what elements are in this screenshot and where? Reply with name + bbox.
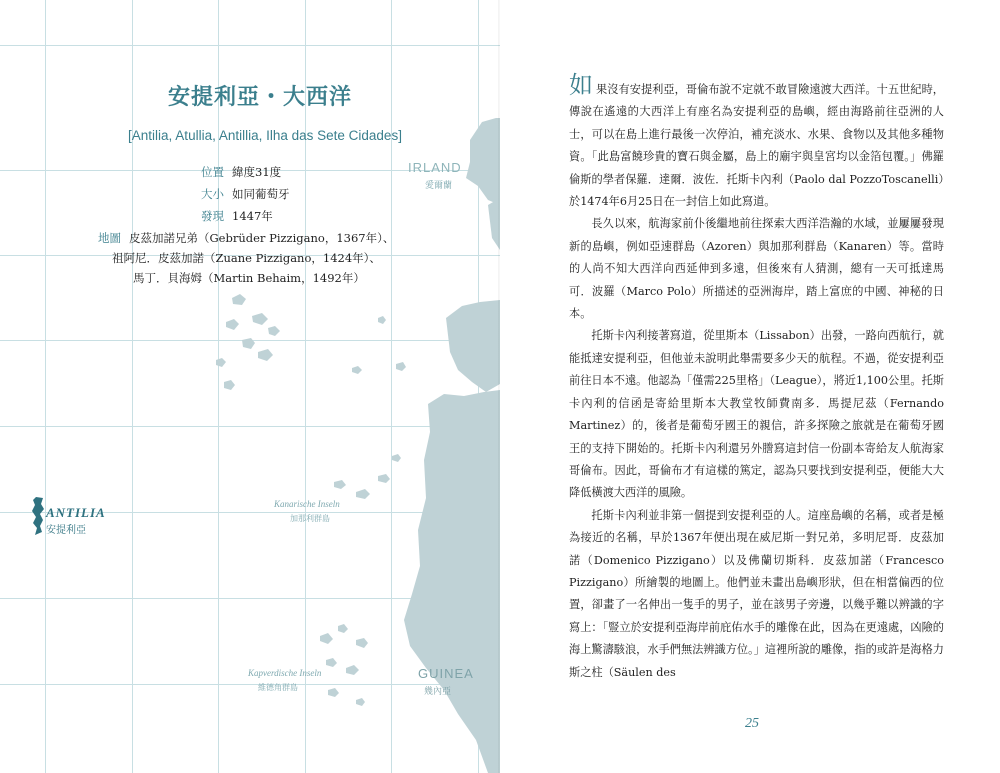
fact-maps-line-3: 馬丁．貝海姆（Martin Behaim，1492年） — [133, 271, 365, 285]
azores-island — [252, 313, 268, 325]
azores-island — [216, 358, 226, 367]
paragraph: 長久以來，航海家前仆後繼地前往探索大西洋浩瀚的水域，並屢屢發現新的島嶼，例如亞速群島（Azoren）與加那利群島（Kanaren）等。當時的人尚不知大西洋向西延伸到多遠，但後來有人猜測，總有一天可抵達馬可．波羅（Marco Polo）所描述的亞洲海岸，踏上富庶的中國、神秘的日本。 — [569, 217, 944, 321]
fact-discovery-value: 1447年 — [232, 209, 273, 223]
fact-position — [201, 164, 281, 180]
azores-island — [226, 319, 239, 330]
antilia-label: ANTILIA — [46, 505, 106, 520]
fact-maps — [98, 230, 394, 246]
body-text — [569, 71, 944, 684]
canary-island — [356, 489, 370, 499]
page-number: 25 — [745, 716, 759, 731]
guinea-label: GUINEA — [418, 666, 474, 681]
fact-maps-line-2: 祖阿尼．皮茲加諾（Zuane Pizzigano，1424年）、 — [112, 251, 381, 265]
azores-island — [268, 326, 280, 336]
paragraph-text: 果沒有安提利亞，哥倫布說不定就不敢冒險遠渡大西洋。十五世紀時，傳說在遙遠的大西洋上有座名為安提利亞的島嶼，經由海路前往亞洲的人士，可以在島上進行最後一次停泊，補充淡水、水果、食物以及其他多種物資。「此島富饒珍貴的寶石與金屬，島上的廟宇與皇宮均以金箔包覆。」佛羅倫斯的學者保羅．達爾．波佐．托斯卡內利（Paolo dal PozzoToscanelli）於1474年6月25日在一封信上如此寫道。 — [569, 83, 944, 209]
irland-label: IRLAND — [408, 160, 462, 175]
kapverdische-label-zh: 維德角群島 — [258, 683, 298, 692]
azores-island — [232, 294, 246, 305]
azores-island — [352, 366, 362, 374]
africa-landmass — [404, 390, 500, 773]
fact-maps-key: 地圖 — [98, 231, 121, 245]
antilia-island-shape — [30, 496, 46, 536]
fact-position-key: 位置 — [201, 165, 224, 179]
paragraph: 托斯卡內利並非第一個提到安提利亞的人。這座島嶼的名稱，或者是極為接近的名稱，早於1367年便出現在威尼斯一對兄弟，多明尼哥．皮茲加諾（Domenico Pizzigano）以及佛蘭切斯科．皮茲加諾（Francesco Pizzigano）所繪製的地圖上。他們並未畫出島嶼形狀，但在相當偏西的位置，卻畫了一名伸出一隻手的男子，並在該男子旁邊，以幾乎難以辨識的字寫上：「豎立於安提利亞海岸前庇佑水手的雕像在此，因為在更遠處，凶險的海上驚濤駭浪，水手們無法辨識方位。」這裡所說的雕像，指的或許是海格力斯之柱（Säulen des — [569, 508, 944, 679]
fact-discovery-key: 發現 — [201, 209, 224, 223]
fact-size-value: 如同葡萄牙 — [232, 187, 290, 201]
kapverdische-label: Kapverdische Inseln — [248, 668, 322, 678]
paragraph: 托斯卡內利接著寫道，從里斯本（Lissabon）出發，一路向西航行，就能抵達安提利亞，但他並未說明此舉需要多少天的航程。不過，從安提利亞前往日本不遠。他認為「僅需225里格」（League），將近1,100公里。托斯卡內利的信函是寄給里斯本大教堂牧師費南多．馬提尼茲（Fernando Martinez）的，後者是葡萄牙國王的親信，許多探險之旅就是在葡萄牙國王的支持下開始的。托斯卡內利還另外謄寫這封信一份副本寄給友人航海家哥倫布。因此，哥倫布才有這樣的篤定，認為只要找到安提利亞，便能大大降低橫渡大西洋的風險。 — [569, 329, 944, 500]
canary-island — [334, 480, 346, 489]
azores-island — [224, 380, 235, 390]
paragraph — [569, 71, 944, 213]
iberia-landmass — [446, 300, 500, 392]
fact-size — [201, 186, 290, 202]
azores-island — [396, 362, 406, 371]
irland-label-zh: 愛爾蘭 — [425, 181, 453, 191]
canary-island — [378, 474, 390, 483]
fact-size-key: 大小 — [201, 187, 224, 201]
fact-position-value: 緯度31度 — [232, 165, 282, 179]
capeverde-island — [326, 658, 337, 667]
capeverde-island — [356, 638, 368, 648]
kanarische-label: Kanarische Inseln — [274, 499, 340, 509]
guinea-label-zh: 幾內亞 — [424, 687, 452, 697]
capeverde-island — [328, 688, 339, 697]
capeverde-island — [356, 698, 365, 706]
capeverde-island — [338, 624, 348, 633]
fact-discovery — [201, 208, 273, 224]
capeverde-island — [346, 665, 359, 675]
entry-title: 安提利亞・大西洋 — [167, 85, 352, 110]
ireland-landmass — [466, 118, 500, 205]
azores-island — [242, 338, 255, 349]
azores-island — [258, 349, 273, 361]
canary-island — [392, 454, 401, 462]
drop-cap: 如 — [569, 71, 594, 99]
kanarische-label-zh: 加那利群島 — [290, 514, 330, 523]
azores-island — [378, 316, 386, 324]
entry-subtitle: [Antilia, Atullia, Antillia, Ilha das Sete Cidades] — [128, 128, 402, 143]
capeverde-island — [320, 633, 333, 644]
antilia-label-zh: 安提利亞 — [46, 525, 86, 536]
right-page-text — [500, 0, 1000, 773]
fact-maps-line-1: 皮茲加諾兄弟（Gebrüder Pizzigano，1367年）、 — [129, 231, 395, 245]
